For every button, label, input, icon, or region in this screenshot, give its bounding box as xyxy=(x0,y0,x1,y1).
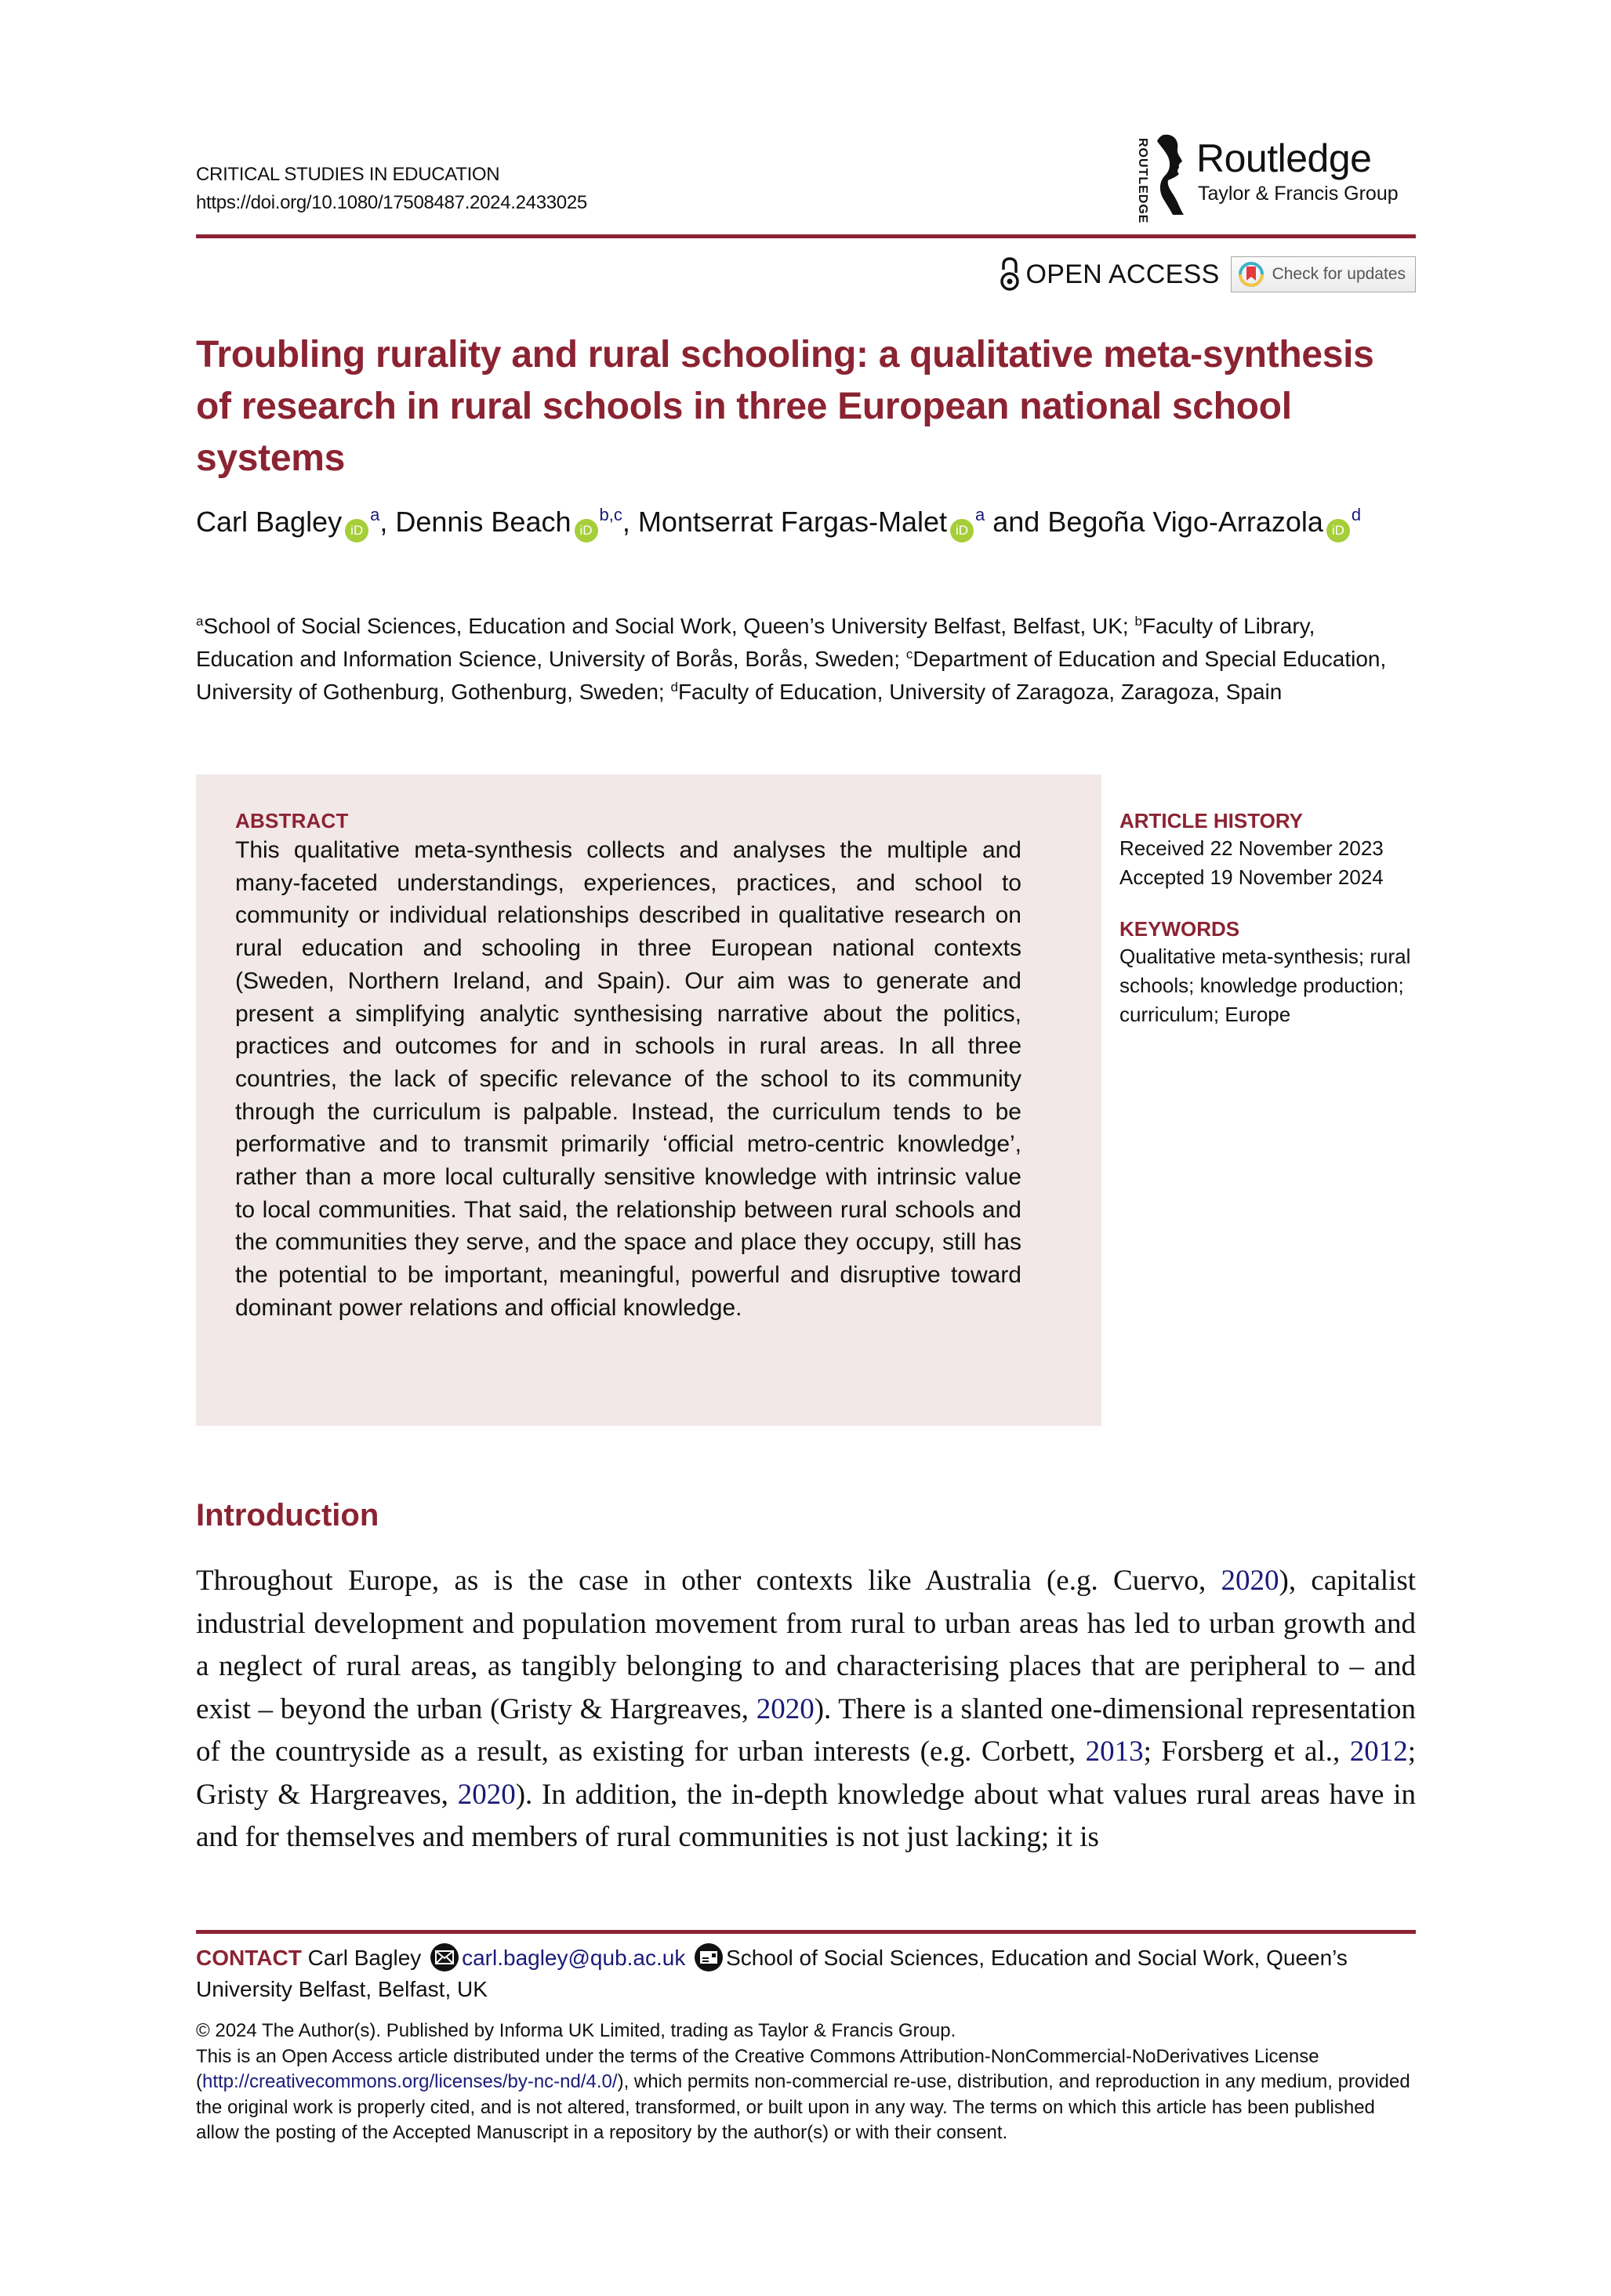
affiliation-text: School of Social Sciences, Education and Social Work, Queen’s University Belfast, Belfast, UK; xyxy=(203,614,1135,638)
open-access-badge xyxy=(1000,257,1220,292)
article-title: Troubling rurality and rural schooling: a qualitative meta-synthesis of research in rural schools in three European national school systems xyxy=(196,334,1374,479)
affiliation-text: Faculty of Library, Education and Information Science, University of Borås, Borås, Sweden; xyxy=(196,614,1315,671)
abstract-heading: ABSTRACT xyxy=(235,809,349,832)
copyright-notice: © 2024 The Author(s). Published by Informa UK Limited, trading as Taylor & Francis Group. xyxy=(196,2020,956,2041)
article-history-heading: ARTICLE HISTORY xyxy=(1119,809,1304,832)
author-separator: , xyxy=(622,506,638,538)
routledge-vertical-text: ROUTLEDGE xyxy=(1136,138,1149,224)
affiliation-mark: c xyxy=(905,647,913,662)
section-heading-introduction: Introduction xyxy=(196,1498,379,1532)
abstract-text: This qualitative meta-synthesis collects and analyses the multiple and many-faceted understandings, experiences, practices, and school to community or individual relationships described in qualitative research on rural education and schooling in three European national contexts (Sweden, Northern Ireland, and Spain). Our aim was to generate and present a simplifying analytic synthesising narrative about the politics, practices and outcomes for and in schools in rural areas. In all three countries, the lack of specific relevance of the school to its community through the curriculum is palpable. Instead, the curriculum tends to be performative and to transmit primarily ‘official metro-centric knowledge’, rather than a more local culturally sensitive knowledge with intrinsic value to local communities. That said, the relationship between rural schools and the communities they serve, and the space and place they occupy, still has the potential to be important, meaningful, powerful and disruptive toward dominant power relations and official knowledge. xyxy=(235,837,1021,1321)
author-name[interactable]: Dennis Beach xyxy=(395,506,571,538)
contact-block xyxy=(196,1942,1416,2005)
citation-link[interactable]: 2013 xyxy=(1085,1736,1144,1768)
open-access-lock-icon xyxy=(1000,257,1020,292)
keywords-list: Qualitative meta-synthesis; rural schools; knowledge production; curriculum; Europe xyxy=(1119,945,1411,1026)
journal-name: CRITICAL STUDIES IN EDUCATION xyxy=(196,164,500,185)
publisher-group: Taylor & Francis Group xyxy=(1198,183,1399,205)
check-for-updates-button[interactable] xyxy=(1231,256,1416,292)
doi-link[interactable]: https://doi.org/10.1080/17508487.2024.2433025 xyxy=(196,192,587,213)
journal-header xyxy=(196,161,587,217)
open-access-label: OPEN ACCESS xyxy=(1025,259,1220,289)
orcid-icon[interactable]: iD xyxy=(575,519,598,542)
check-for-updates-label: Check for updates xyxy=(1272,265,1406,283)
abstract-content xyxy=(235,807,1021,1325)
affiliation-mark: a xyxy=(196,614,204,629)
author-name[interactable]: Carl Bagley xyxy=(196,506,343,538)
author-name[interactable]: Montserrat Fargas-Malet xyxy=(637,506,947,538)
affiliations xyxy=(196,610,1416,709)
contact-label: CONTACT xyxy=(196,1946,302,1970)
received-date: Received 22 November 2023 xyxy=(1119,836,1384,860)
access-row xyxy=(1000,255,1416,294)
text-segment: ; Gristy & Hargreaves, xyxy=(196,1736,1417,1811)
contact-name: Carl Bagley xyxy=(307,1946,422,1970)
affiliation-mark: a xyxy=(370,505,380,524)
license-block xyxy=(196,2019,1416,2146)
text-segment: ). There is a slanted one-dimensional representation of the countryside as a result, as existing for urban interests (e.g. Corbett, xyxy=(196,1692,1416,1768)
affiliation-mark: b,c xyxy=(599,505,622,524)
citation-link[interactable]: 2020 xyxy=(457,1778,516,1811)
author-separator: and xyxy=(985,506,1048,538)
text-segment: Throughout Europe, as is the case in other contexts like Australia (e.g. Cuervo, xyxy=(196,1565,1221,1597)
affiliation-text: Faculty of Education, University of Zaragoza, Zaragoza, Spain xyxy=(677,680,1283,704)
text-segment: ), capitalist industrial development and population movement from rural to urban areas has led to urban growth and a neglect of rural areas, as tangibly belonging to and characterising places that are peripheral to – and exist – beyond the urban (Gristy & Hargreaves, xyxy=(196,1565,1416,1725)
contact-address: School of Social Sciences, Education and Social Work, Queen’s University Belfast, Belfast, UK xyxy=(196,1946,1348,2001)
address-card-icon xyxy=(695,1943,723,1971)
affiliation-mark: d xyxy=(670,680,678,695)
citation-link[interactable]: 2020 xyxy=(1221,1565,1279,1597)
email-icon xyxy=(430,1943,459,1971)
spacer xyxy=(1119,892,1417,916)
routledge-vertical-mark xyxy=(1132,138,1149,224)
license-text-end: ), which permits non-commercial re-use, distribution, and reproduction in any medium, provided the original work is properly cited, and is not altered, transformed, or built upon in any way. The terms on which this article has been published allow the posting of the Accepted Manuscript in a repository by the author(s) or with their consent. xyxy=(196,2071,1410,2143)
orcid-icon[interactable]: iD xyxy=(950,519,974,542)
orcid-icon[interactable]: iD xyxy=(1326,519,1350,542)
license-text-start: This is an Open Access article distributed under the terms of the Creative Commons Attribution-NonCommercial-NoDerivatives License ( xyxy=(196,2045,1319,2092)
publisher-name: Routledge xyxy=(1196,136,1372,180)
abstract-box xyxy=(196,774,1101,1426)
contact-email-link[interactable]: carl.bagley@qub.ac.uk xyxy=(462,1946,686,1970)
article-metadata-sidebar xyxy=(1119,807,1417,1029)
author-name[interactable]: Begoña Vigo-Arrazola xyxy=(1047,506,1323,538)
affiliation-mark: d xyxy=(1351,505,1362,524)
affiliation-text: Department of Education and Special Education, University of Gothenburg, Gothenburg, Sweden; xyxy=(196,647,1387,704)
header-divider xyxy=(196,234,1416,238)
text-segment: ; Forsberg et al., xyxy=(1143,1736,1350,1768)
crossmark-icon xyxy=(1238,261,1264,288)
routledge-silhouette-icon xyxy=(1149,133,1188,216)
affiliation-mark: a xyxy=(975,505,985,524)
affiliation-mark: b xyxy=(1134,614,1142,629)
text-segment: ). In addition, the in-depth knowledge about what values rural areas have in and for themselves and members of rural communities is not just lacking; it is xyxy=(196,1778,1417,1853)
author-list xyxy=(196,502,1416,542)
introduction-paragraph xyxy=(196,1560,1416,1859)
citation-link[interactable]: 2020 xyxy=(756,1692,815,1725)
orcid-icon[interactable]: iD xyxy=(345,519,368,542)
accepted-date: Accepted 19 November 2024 xyxy=(1119,865,1384,889)
keywords-heading: KEYWORDS xyxy=(1119,917,1240,941)
license-link[interactable]: http://creativecommons.org/licenses/by-nc-nd/4.0/ xyxy=(202,2071,618,2092)
footer-divider xyxy=(196,1930,1416,1934)
author-separator: , xyxy=(379,506,396,538)
citation-link[interactable]: 2012 xyxy=(1349,1736,1408,1768)
license-text xyxy=(196,2044,1416,2146)
publisher-logo[interactable] xyxy=(1126,133,1416,224)
